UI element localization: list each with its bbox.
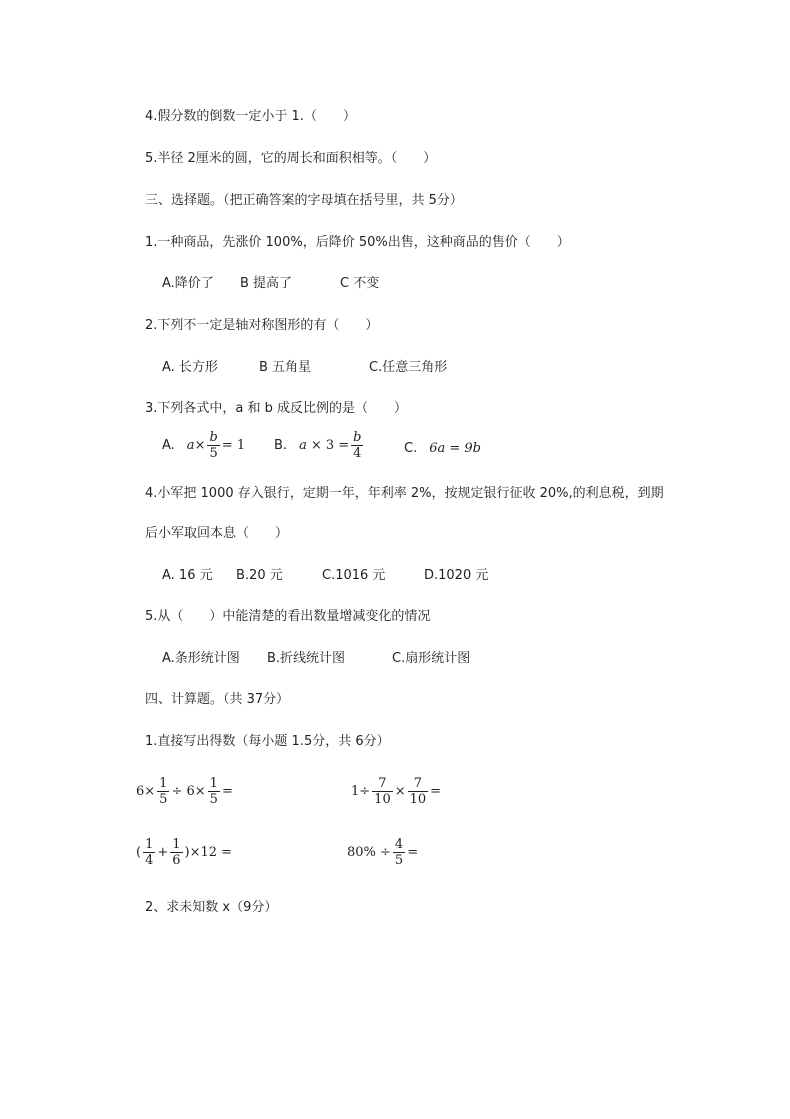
question-3: 3.下列各式中，a 和 b 成反比例的是（ ） bbox=[145, 401, 408, 416]
q3a-fraction: $\frac{b}{5}$ bbox=[209, 430, 218, 461]
question-2: 2.下列不一定是轴对称图形的有（ ） bbox=[145, 318, 379, 333]
q1-option-c: C 不变 bbox=[340, 276, 380, 291]
question-4-line-2: 后小军取回本息（ ） bbox=[145, 526, 289, 541]
calc-expression-1: 6× $\frac{1}{5}$ ÷ 6× $\frac{1}{5}$ = bbox=[136, 776, 233, 807]
section-4-heading: 四、计算题。（共 37分） bbox=[145, 692, 290, 707]
q2-option-c: C.任意三角形 bbox=[369, 360, 448, 375]
question-4-line-1: 4.小军把 1000 存入银行，定期一年，年利率 2%，按规定银行征收 20%,的利息税，到期 bbox=[145, 486, 664, 501]
q3c-label: C. bbox=[404, 441, 418, 456]
calc-expression-2: 1÷ $\frac{7}{10}$ × $\frac{7}{10}$ = bbox=[351, 776, 442, 807]
q4-option-a: A. 16 元 bbox=[162, 568, 213, 583]
q3b-label: B. bbox=[274, 438, 288, 453]
q2-option-a: A. 长方形 bbox=[162, 360, 218, 375]
q1-option-a: A.降价了 bbox=[162, 276, 214, 291]
q1-option-b: B 提高了 bbox=[240, 276, 293, 291]
q5-option-c: C.扇形统计图 bbox=[392, 651, 471, 666]
q3-option-b bbox=[274, 430, 365, 461]
q5-option-a: A.条形统计图 bbox=[162, 651, 240, 666]
q3b-fraction: $\frac{b}{4}$ bbox=[353, 430, 362, 461]
q3a-op: × bbox=[194, 438, 206, 453]
calc-expression-4: 80% ÷ $\frac{4}{5}$ = bbox=[347, 837, 419, 868]
q3a-eq: = 1 bbox=[221, 438, 246, 453]
question-1: 1.一种商品，先涨价 100%，后降价 50%出售，这种商品的售价（ ） bbox=[145, 235, 570, 250]
q4-option-c: C.1016 元 bbox=[322, 568, 386, 583]
q4-option-d: D.1020 元 bbox=[424, 568, 489, 583]
q3b-op: × 3 = bbox=[310, 438, 350, 453]
q2-option-b: B 五角星 bbox=[259, 360, 312, 375]
q3a-var: a bbox=[186, 438, 195, 453]
q5-option-b: B.折线统计图 bbox=[267, 651, 346, 666]
calc-expression-3: ( $\frac{1}{4}$ + $\frac{1}{6}$ )×12 = bbox=[136, 837, 233, 868]
calc-2-heading: 2、求未知数 x（9分） bbox=[145, 900, 278, 915]
section-3-heading: 三、选择题。（把正确答案的字母填在括号里，共 5分） bbox=[145, 193, 463, 208]
q3c-expr: 6a = 9b bbox=[429, 441, 481, 456]
question-5: 5.从（ ）中能清楚的看出数量增减变化的情况 bbox=[145, 609, 431, 624]
q3b-var: a bbox=[299, 438, 307, 453]
judge-item-4: 4.假分数的倒数一定小于 1.（ ） bbox=[145, 109, 356, 124]
q3-option-c bbox=[404, 441, 481, 456]
q3-option-a bbox=[162, 430, 245, 461]
q4-option-b: B.20 元 bbox=[236, 568, 283, 583]
calc-1-heading: 1.直接写出得数（每小题 1.5分，共 6分） bbox=[145, 734, 390, 749]
q3a-label: A. bbox=[162, 438, 175, 453]
judge-item-5: 5.半径 2厘米的圆，它的周长和面积相等。（ ） bbox=[145, 151, 437, 166]
